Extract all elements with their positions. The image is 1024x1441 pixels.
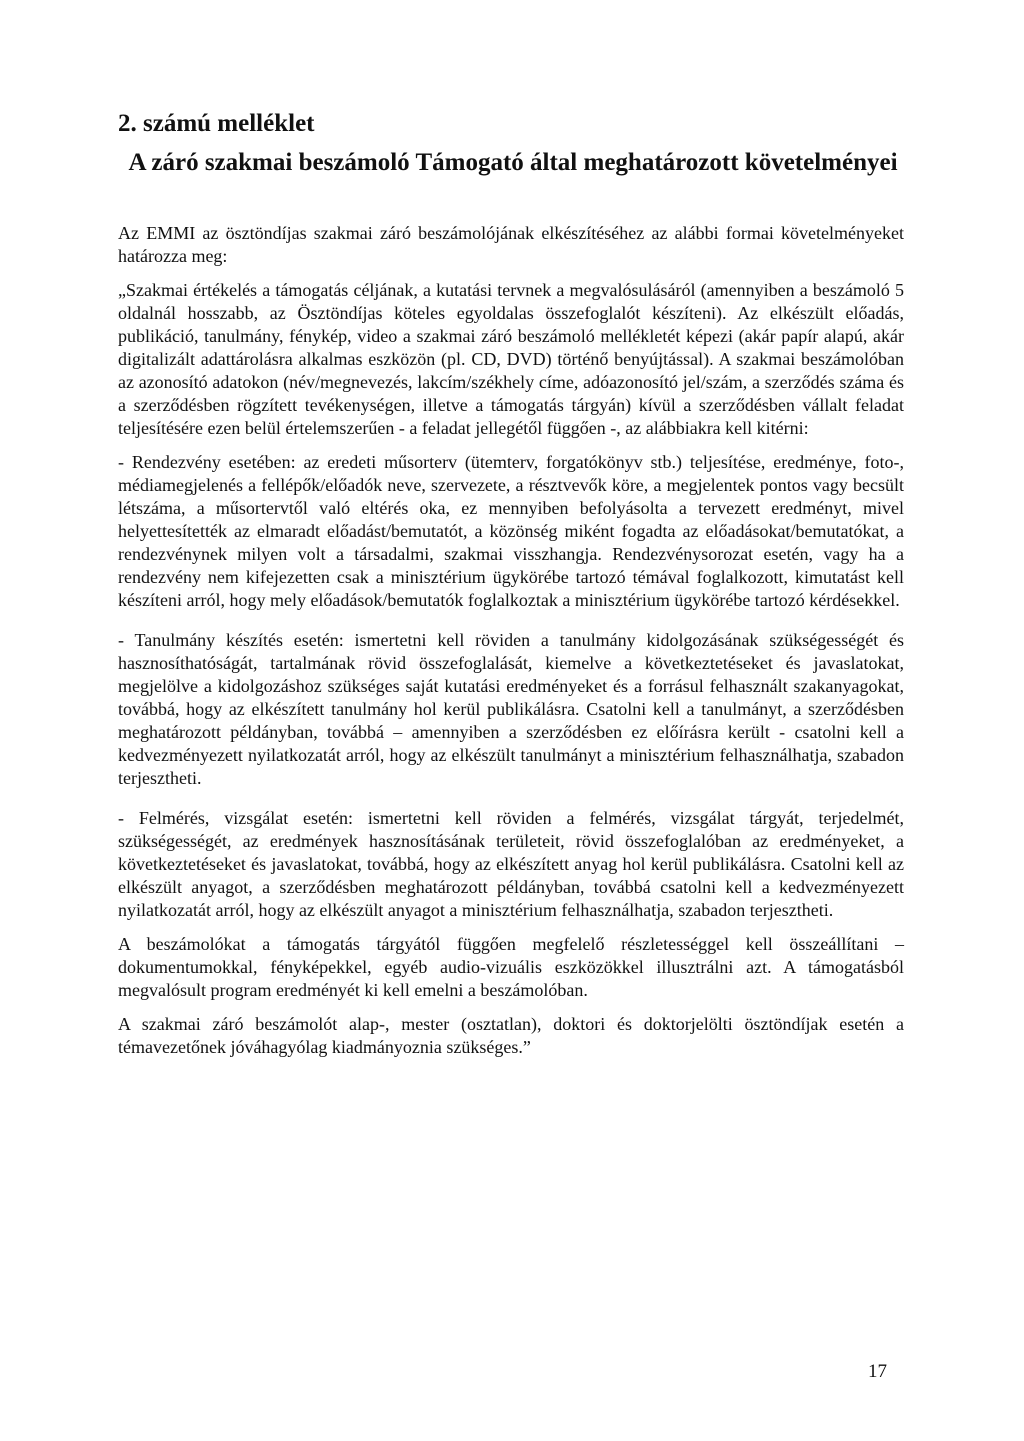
event-paragraph: - Rendezvény esetében: az eredeti műsorterv (ütemterv, forgatókönyv stb.) teljesítése, eredménye, foto-, médiamegjelenés a fellépők/előadók neve, szervezete, a résztvevők köre, a megjelentek pontos vagy becsült létszáma, a műsortervtől való eltérés oka, ez mennyiben befolyásolta a tervezett eredményt, mivel helyettesítették az elmaradt előadást/bemutatót, a közönség miként fogadta az előadásokat/bemutatókat, a rendezvénynek milyen volt a társadalmi, szakmai visszhangja. Rendezvénysorozat esetén, vagy ha a rendezvény nem kifejezetten csak a minisztérium ügykörébe tartozó témával foglalkozott, kimutatást kell készíteni arról, hogy mely előadások/bemutatók foglalkoztak a minisztérium ügykörébe tartozó kérdésekkel.: [118, 452, 904, 610]
report-details-paragraph: A beszámolókat a támogatás tárgyától függően megfelelő részletességgel kell összeállítani – dokumentumokkal, fényképekkel, egyéb audio-vizuális eszközökkel illusztrálni azt. A támogatásból megvalósult program eredményét ki kell emelni a beszámolóban.: [118, 934, 904, 1000]
study-paragraph: - Tanulmány készítés esetén: ismertetni kell röviden a tanulmány kidolgozásának szükségességét és hasznosíthatóságát, tartalmának rövid összefoglalását, kiemelve a következtetéseket és javaslatokat, megjelölve a kidolgozáshoz szükséges saját kutatási eredményeket és a forrásul felhasznált szakanyagokat, továbbá, hogy az elkészített tanulmány hol kerül publikálásra. Csatolni kell a tanulmányt, a szerződésben meghatározott példányban, továbbá – amennyiben a szerződésben ez előírásra került - csatolni kell a kedvezményezett nyilatkozatát arról, hogy az elkészült tanulmányt a minisztérium felhasználhatja, szabadon terjesztheti.: [118, 630, 904, 788]
supervisor-approval-paragraph: A szakmai záró beszámolót alap-, mester (osztatlan), doktori és doktorjelölti ösztöndíjak esetén a témavezetőnek jóváhagyólag kiadmányoznia szükséges.”: [118, 1014, 904, 1057]
requirements-paragraph: „Szakmai értékelés a támogatás céljának, a kutatási tervnek a megvalósulásáról (amennyiben a beszámoló 5 oldalnál hosszabb, az Ösztöndíjas köteles egyoldalas összefoglalót készíteni). Az elkészült előadás, publikáció, tanulmány, fénykép, video a szakmai záró beszámoló mellékletét képezi (akár papír alapú, akár digitalizált adattárolásra alkalmas eszközön (pl. CD, DVD) történő benyújtással). A szakmai beszámolóban az azonosító adatokon (név/megnevezés, lakcím/székhely címe, adóazonosító jel/szám, a szerződés száma és a szerződésben rögzített tevékenységen, illetve a támogatás tárgyán) kívül a szerződésben vállalt feladat teljesítésére ezen belül értelemszerűen - a feladat jellegétől függően -, az alábbiakra kell kitérni:: [118, 280, 904, 438]
annex-label: 2. számú melléklet: [118, 110, 315, 137]
survey-paragraph: - Felmérés, vizsgálat esetén: ismertetni kell röviden a felmérés, vizsgálat tárgyát, terjedelmét, szükségességét, az eredmények hasznosításának területeit, rövid összefoglalóban az eredményeket, a következtetéseket és javaslatokat, továbbá, hogy az elkészített anyag hol kerül publikálásra. Csatolni kell az elkészült anyagot, a szerződésben meghatározott példányban, továbbá csatolni kell a kedvezményezett nyilatkozatát arról, hogy az elkészült anyagot a minisztérium felhasználhatja, szabadon terjesztheti.: [118, 808, 904, 920]
document-title: A záró szakmai beszámoló Támogató által meghatározott követelményei: [128, 149, 898, 176]
page-number: 17: [868, 1361, 887, 1382]
document-body: [118, 222, 904, 1070]
intro-paragraph: Az EMMI az ösztöndíjas szakmai záró beszámolójának elkészítéséhez az alábbi formai követelményeket határozza meg:: [118, 223, 904, 266]
